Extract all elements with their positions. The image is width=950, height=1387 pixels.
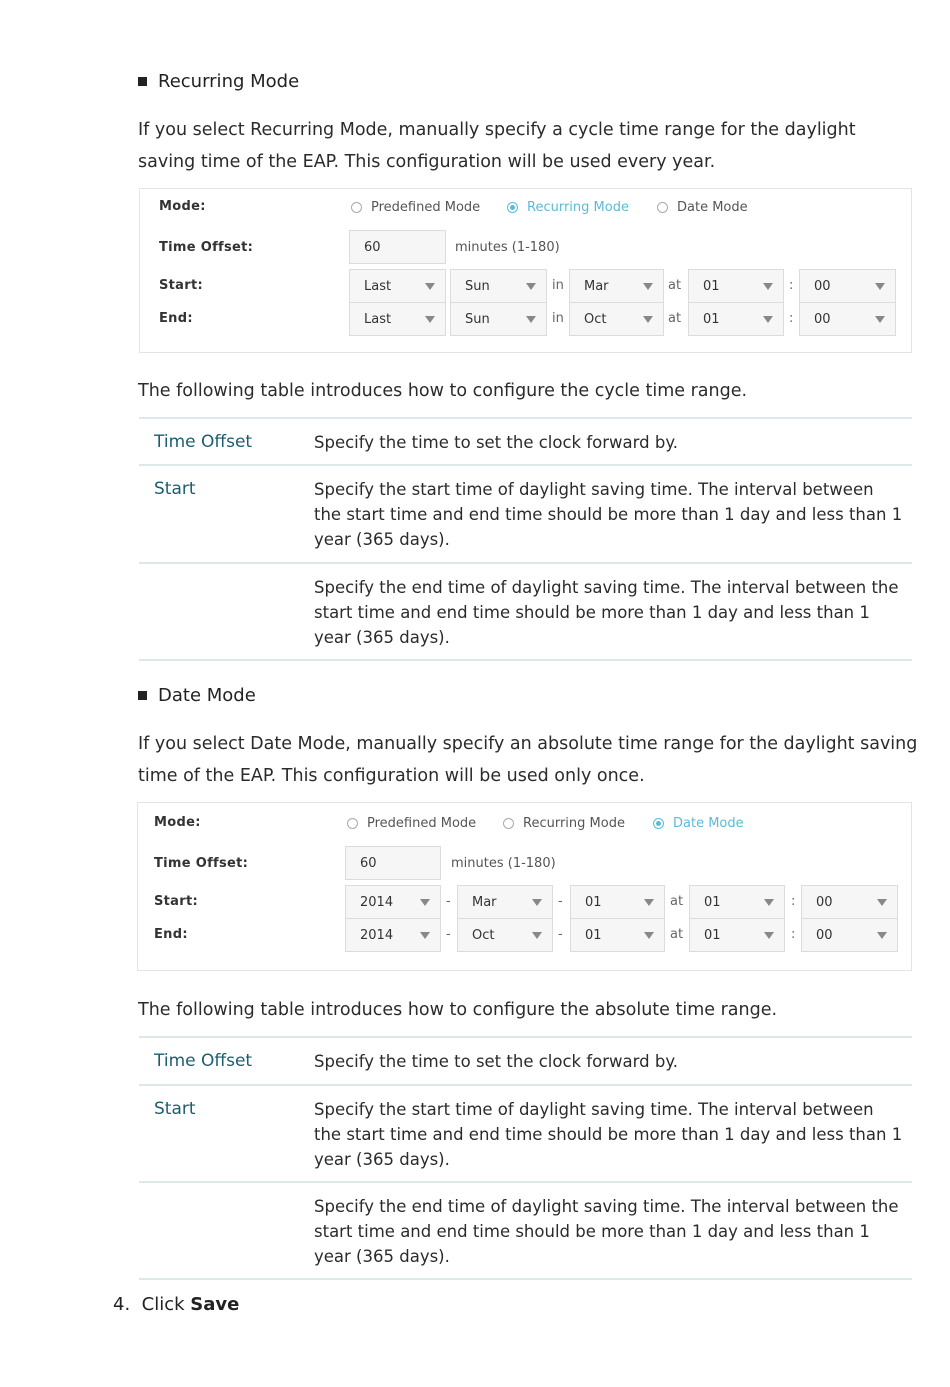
date-mode-heading <box>138 685 256 706</box>
recurring-offset-input[interactable]: 60 <box>349 230 446 264</box>
radio-circle-icon <box>347 818 358 829</box>
recurring-radio-date[interactable]: Date Mode <box>657 200 748 215</box>
recurring-end-hour-select[interactable]: 01 <box>688 302 784 336</box>
at-separator: at <box>668 278 682 293</box>
radio-circle-icon <box>503 818 514 829</box>
dropdown-arrow-icon <box>643 283 653 290</box>
dropdown-arrow-icon <box>644 899 654 906</box>
recurring-offset-label: Time Offset: <box>159 240 254 255</box>
date-term-start: Start <box>154 1099 196 1119</box>
table-divider <box>139 1278 912 1280</box>
dropdown-arrow-icon <box>526 316 536 323</box>
in-separator: in <box>552 311 564 326</box>
date-offset-unit: minutes (1-180) <box>451 856 556 871</box>
date-radio-predefined[interactable]: Predefined Mode <box>347 816 476 831</box>
save-keyword: Save <box>190 1294 240 1315</box>
dropdown-arrow-icon <box>532 932 542 939</box>
dropdown-arrow-icon <box>764 932 774 939</box>
date-start-hour-select[interactable]: 01 <box>689 885 785 919</box>
dropdown-arrow-icon <box>425 283 435 290</box>
date-start-month-select[interactable]: Mar <box>457 885 553 919</box>
date-desc-time-offset: Specify the time to set the clock forward by. <box>314 1052 678 1071</box>
date-end-minute-select[interactable]: 00 <box>801 918 898 952</box>
dash-separator: - <box>446 894 451 909</box>
recurring-start-week-select[interactable]: Last <box>349 269 446 303</box>
dropdown-arrow-icon <box>425 316 435 323</box>
colon-separator: : <box>789 311 794 326</box>
dropdown-arrow-icon <box>420 932 430 939</box>
recurring-start-month-select[interactable]: Mar <box>569 269 664 303</box>
date-offset-input[interactable]: 60 <box>345 846 441 880</box>
date-mode-label: Mode: <box>154 815 201 830</box>
bullet-square-icon <box>138 691 147 700</box>
dash-separator: - <box>558 894 563 909</box>
recurring-start-minute-select[interactable]: 00 <box>799 269 896 303</box>
radio-circle-icon <box>351 202 362 213</box>
step-number: 4. <box>113 1294 131 1315</box>
recurring-desc-start: Specify the start time of daylight saving time. The interval between the start time and end time should be more than 1 day and less than 1 year (365 days). <box>314 480 903 549</box>
dropdown-arrow-icon <box>877 932 887 939</box>
dropdown-arrow-icon <box>875 283 885 290</box>
dash-separator: - <box>446 927 451 942</box>
dash-separator: - <box>558 927 563 942</box>
colon-separator: : <box>791 927 796 942</box>
date-start-day-select[interactable]: 01 <box>570 885 665 919</box>
recurring-radio-recurring[interactable]: Recurring Mode <box>507 200 629 215</box>
radio-circle-icon <box>657 202 668 213</box>
recurring-start-label: Start: <box>159 278 203 293</box>
recurring-radio-predefined[interactable]: Predefined Mode <box>351 200 480 215</box>
date-table-intro: The following table introduces how to configure the absolute time range. <box>138 1000 778 1020</box>
table-divider <box>139 562 912 564</box>
dropdown-arrow-icon <box>875 316 885 323</box>
at-separator: at <box>668 311 682 326</box>
recurring-mode-label: Mode: <box>159 199 206 214</box>
date-desc-start: Specify the start time of daylight saving time. The interval between the start time and end time should be more than 1 day and less than 1 year (365 days). <box>314 1100 903 1169</box>
recurring-end-week-select[interactable]: Last <box>349 302 446 336</box>
recurring-mode-paragraph: If you select Recurring Mode, manually specify a cycle time range for the daylight saving time of the EAP. This configuration will be used every year. <box>138 120 856 172</box>
recurring-term-start: Start <box>154 479 196 499</box>
recurring-start-day-select[interactable]: Sun <box>450 269 547 303</box>
date-start-minute-select[interactable]: 00 <box>801 885 898 919</box>
table-divider <box>139 464 912 466</box>
in-separator: in <box>552 278 564 293</box>
at-separator: at <box>670 927 684 942</box>
bullet-square-icon <box>138 77 147 86</box>
radio-selected-icon <box>507 202 518 213</box>
recurring-offset-unit: minutes (1-180) <box>455 240 560 255</box>
dropdown-arrow-icon <box>764 899 774 906</box>
table-divider <box>139 1036 912 1038</box>
date-radio-recurring[interactable]: Recurring Mode <box>503 816 625 831</box>
table-divider <box>139 1084 912 1086</box>
date-end-year-select[interactable]: 2014 <box>345 918 441 952</box>
recurring-end-minute-select[interactable]: 00 <box>799 302 896 336</box>
recurring-mode-heading-text: Recurring Mode <box>158 71 300 92</box>
date-mode-heading-text: Date Mode <box>158 685 256 706</box>
recurring-table-intro: The following table introduces how to configure the cycle time range. <box>138 381 748 401</box>
recurring-end-day-select[interactable]: Sun <box>450 302 547 336</box>
colon-separator: : <box>789 278 794 293</box>
dropdown-arrow-icon <box>526 283 536 290</box>
step-text: Click <box>141 1294 185 1315</box>
date-desc-end: Specify the end time of daylight saving time. The interval between the start time and end time should be more than 1 day and less than 1 year (365 days). <box>314 1197 899 1266</box>
recurring-term-time-offset: Time Offset <box>154 432 253 452</box>
table-divider <box>139 417 912 419</box>
date-start-label: Start: <box>154 894 198 909</box>
dropdown-arrow-icon <box>532 899 542 906</box>
date-radio-date[interactable]: Date Mode <box>653 816 744 831</box>
recurring-mode-heading <box>138 71 299 92</box>
date-end-day-select[interactable]: 01 <box>570 918 665 952</box>
date-end-label: End: <box>154 927 188 942</box>
dropdown-arrow-icon <box>420 899 430 906</box>
recurring-desc-time-offset: Specify the time to set the clock forward by. <box>314 433 678 452</box>
dropdown-arrow-icon <box>877 899 887 906</box>
table-divider <box>139 659 912 661</box>
dropdown-arrow-icon <box>644 932 654 939</box>
at-separator: at <box>670 894 684 909</box>
radio-selected-icon <box>653 818 664 829</box>
recurring-end-month-select[interactable]: Oct <box>569 302 664 336</box>
date-mode-paragraph: If you select Date Mode, manually specify an absolute time range for the daylight saving time of the EAP. This configuration will be used only once. <box>138 734 918 786</box>
step-click-save <box>113 1294 239 1315</box>
date-end-month-select[interactable]: Oct <box>457 918 553 952</box>
dropdown-arrow-icon <box>763 316 773 323</box>
date-term-time-offset: Time Offset <box>154 1051 253 1071</box>
dropdown-arrow-icon <box>763 283 773 290</box>
date-end-hour-select[interactable]: 01 <box>689 918 785 952</box>
date-offset-label: Time Offset: <box>154 856 249 871</box>
colon-separator: : <box>791 894 796 909</box>
table-divider <box>139 1181 912 1183</box>
recurring-desc-end: Specify the end time of daylight saving time. The interval between the start time and end time should be more than 1 day and less than 1 year (365 days). <box>314 578 899 647</box>
recurring-end-label: End: <box>159 311 193 326</box>
recurring-start-hour-select[interactable]: 01 <box>688 269 784 303</box>
date-start-year-select[interactable]: 2014 <box>345 885 441 919</box>
dropdown-arrow-icon <box>643 316 653 323</box>
